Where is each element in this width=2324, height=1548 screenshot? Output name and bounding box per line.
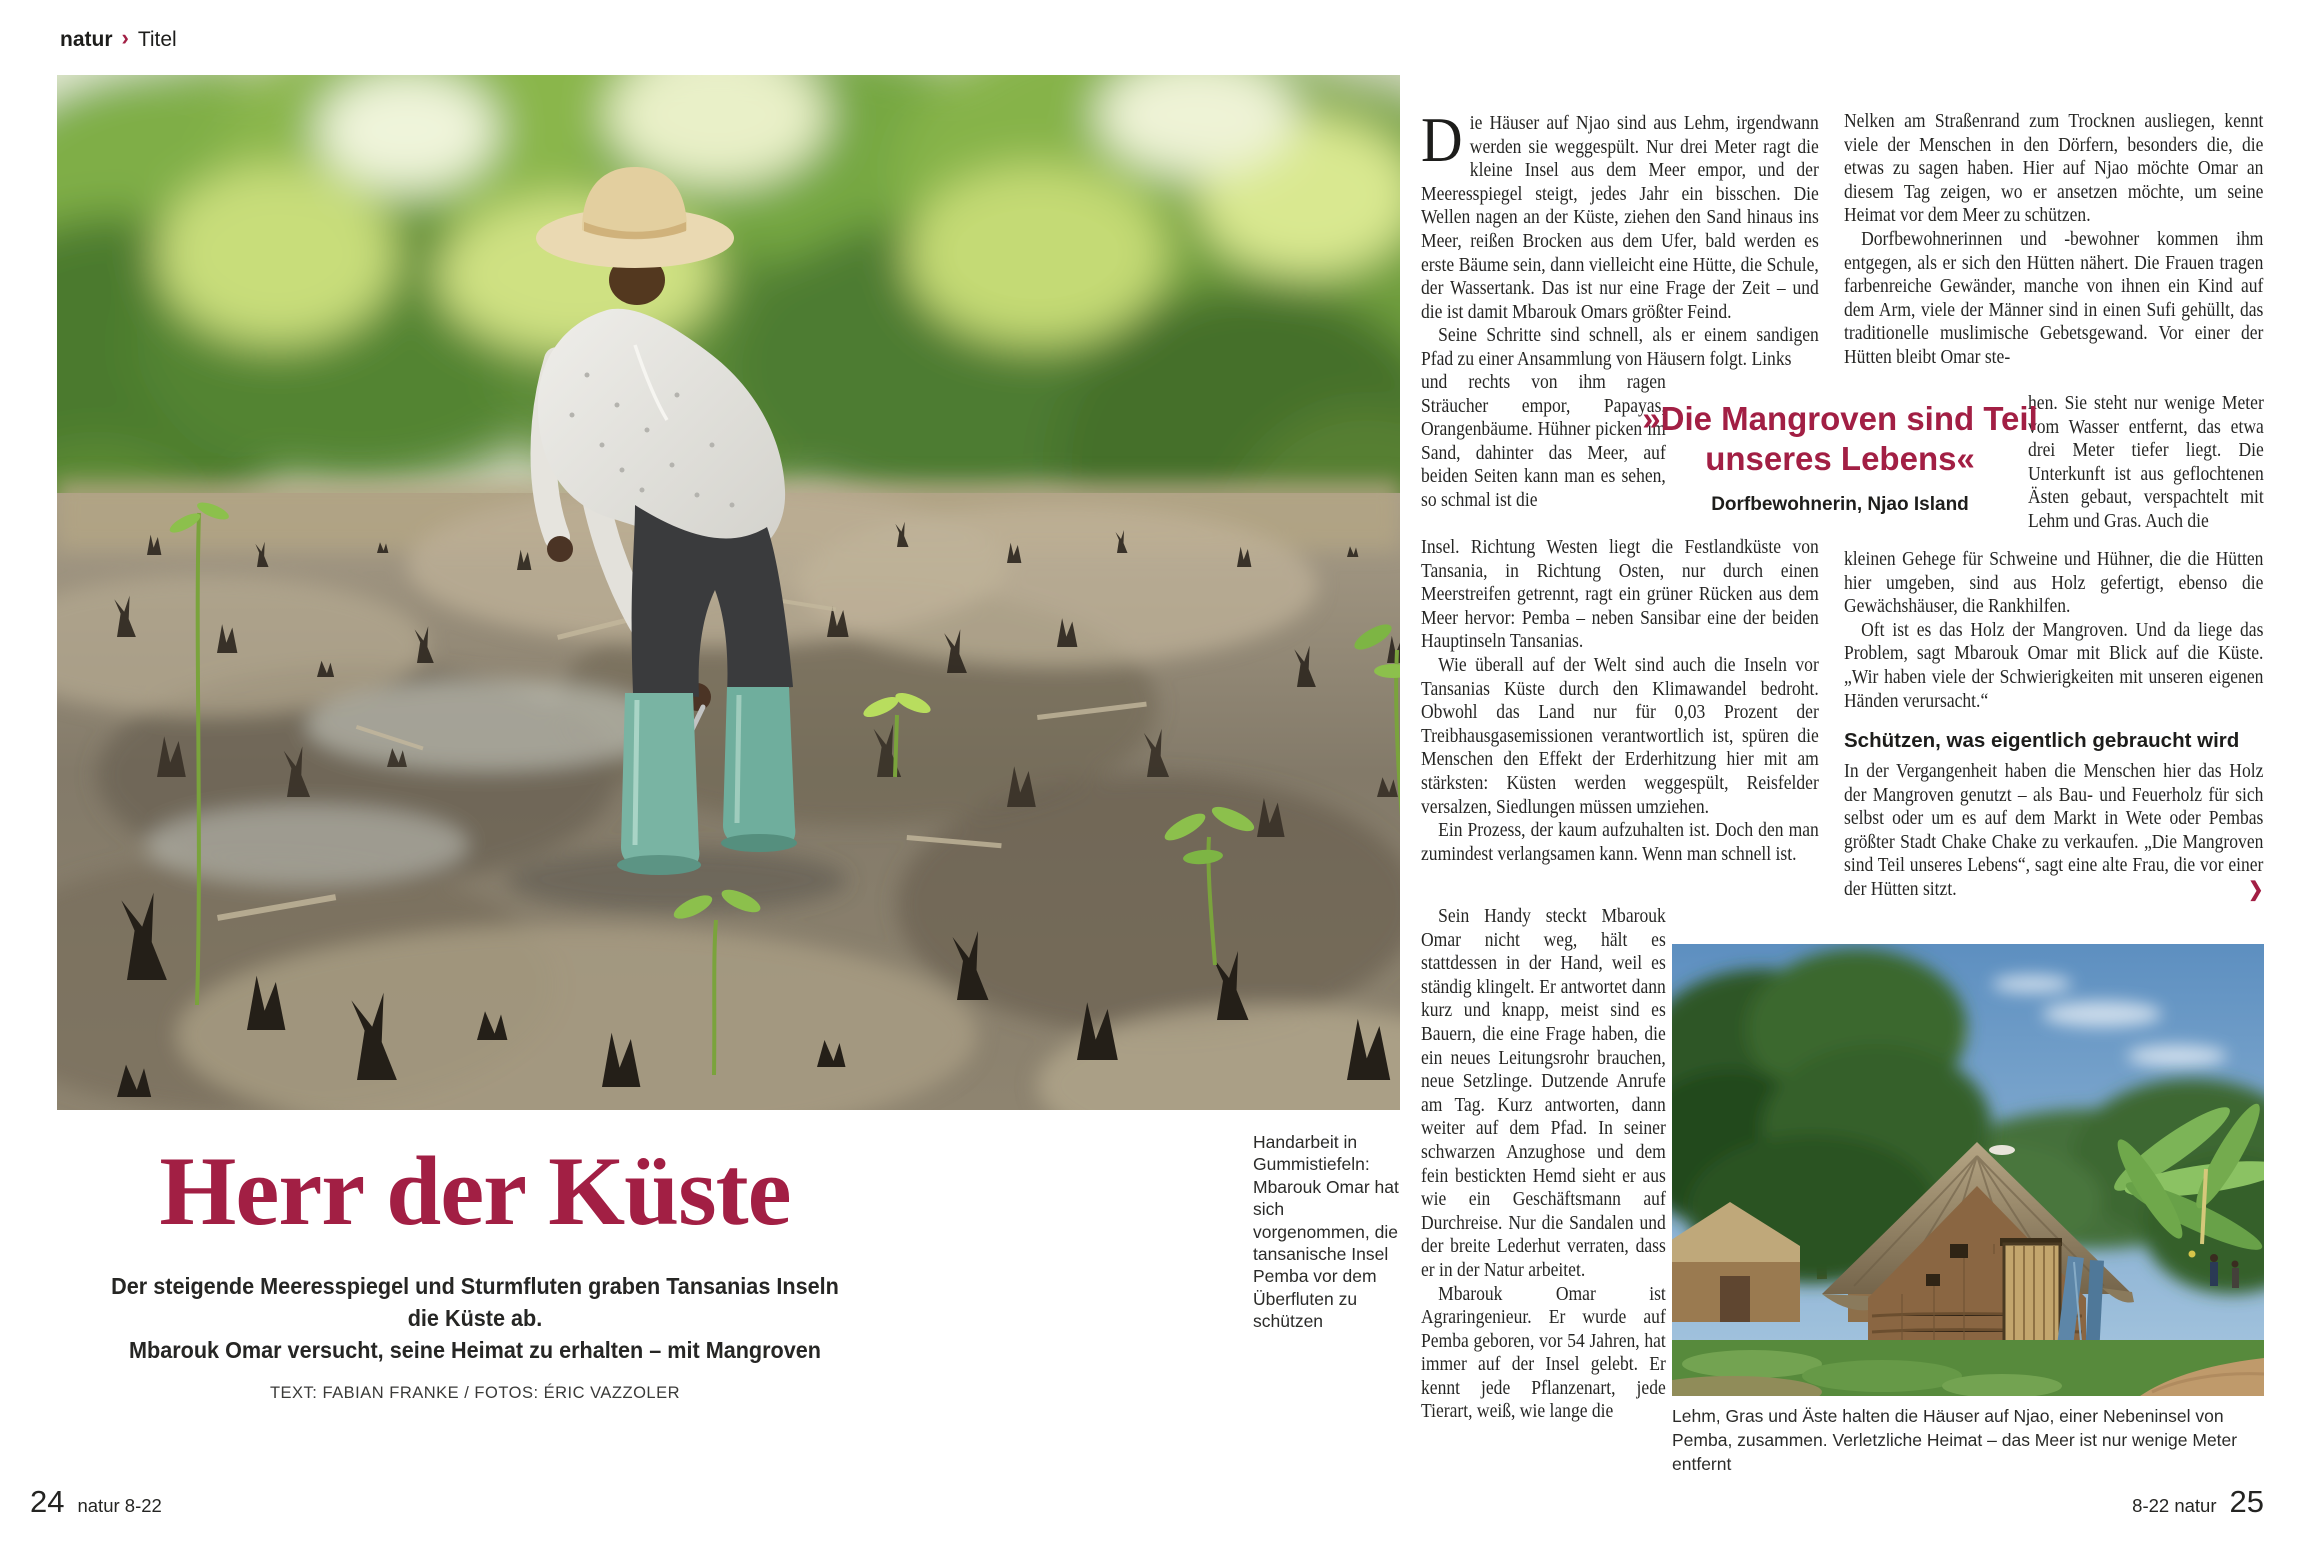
- paragraph: Die Häuser auf Njao sind aus Lehm, irgendwann werden sie weggespült. Nur drei Meter ragt die kleine Insel aus dem Meer empor, und der Meeresspiegel steigt, jedes Jahr ein bisschen. Die Wellen nagen an der Küste, ziehen den Sand hinaus ins Meer, reißen Brocken aus dem Ufer, bald werden es erste Bäume sein, dann vielleicht eine Hütte, die Schule, der Wassertank. Das ist nur eine Frage der Zeit – und die ist damit Mbarouk Omars größter Feind.: [1421, 104, 1819, 323]
- main-photo-caption: Handarbeit in Gummistiefeln: Mbarouk Omar hat sich vorgenommen, die tansanische Insel Pemba vor dem Überfluten zu schützen: [1253, 1132, 1399, 1332]
- paragraph: Dorfbewohnerinnen und -bewohner kommen ihm entgegen, als er sich den Hütten nähert. Die Frauen tragen farbenreiche Gewänder, manche von ihnen ein Kind auf dem Arm, viele der Männer sind in einen Sufi gehüllt, das traditionelle muslimische Gebetsgewand. Vor einer der Hütten bleibt Omar ste-: [1844, 228, 2264, 368]
- breadcrumb-section: Titel: [137, 28, 177, 51]
- byline: TEXT: FABIAN FRANKE / FOTOS: ÉRIC VAZZOLER: [269, 1384, 681, 1402]
- issue-label-left: natur 8-22: [77, 1495, 162, 1516]
- continuation-arrow-icon: ❯: [2248, 878, 2264, 901]
- article-col2-seg3: [1844, 548, 2263, 713]
- article-col2-seg1: [1844, 110, 2263, 370]
- paragraph: Insel. Richtung Westen liegt die Festlandküste von Tansania, in Richtung Osten, nur durch einen Meerstreifen getrennt, ragt ein grüner Rücken aus dem Meer hervor: Pemba – neben Sansibar eine der beiden Hauptinseln Tansanias.: [1421, 537, 1819, 653]
- magazine-logo: natur: [60, 28, 113, 51]
- pull-quote: [1600, 399, 2080, 516]
- subtitle: [102, 1270, 847, 1366]
- paragraph: kleinen Gehege für Schweine und Hühner, die die Hütten hier umgeben, sind aus Holz gefertigt, ebenso die Gewächshäuser, die Rankhilfen.: [1844, 549, 2264, 618]
- hut-photo: [1672, 944, 2264, 1396]
- hut-photo-illustration: [1672, 944, 2264, 1396]
- paragraph: In der Vergangenheit haben die Menschen hier das Holz der Mangroven genutzt – als Bau- und Feuerholz für sich selbst oder um es auf dem Markt in Wete oder Pembas größter Stadt Chake Chake zu verkaufen. „Die Mangroven sind Teil unseres Lebens“, sagt eine alte Frau, die vor einer der Hütten sitzt. ❯: [1844, 761, 2264, 901]
- paragraph: Seine Schritte sind schnell, als er einem sandigen Pfad zu einer Ansammlung von Häusern folgt. Links: [1421, 325, 1819, 370]
- subtitle-line-2: Mbarouk Omar versucht, seine Heimat zu erhalten – mit Mangroven: [128, 1337, 822, 1363]
- main-photo-illustration: [57, 75, 1400, 1110]
- footer-left: [30, 1484, 162, 1520]
- pull-quote-text: »Die Mangroven sind Teil unseres Lebens«: [1642, 400, 2038, 477]
- headline-block: [70, 1136, 880, 1403]
- article-col2-seg5: [1844, 760, 2263, 902]
- article-col1-seg3: [1421, 536, 1819, 866]
- paragraph: Oft ist es das Holz der Mangroven. Und da liege das Problem, sagt Mbarouk Omar mit Blick auf die Küste. „Wir haben viele der Schwierigkeiten mit unseren eigenen Händen verursacht.“: [1844, 619, 2264, 712]
- subtitle-line-1: Der steigende Meeresspiegel und Sturmfluten graben Tansanias Inseln die Küste ab.: [111, 1273, 839, 1331]
- paragraph: hen. Sie steht nur wenige Meter vom Wasser entfernt, das etwa drei Meter tiefer liegt. Die Unterkunft ist aus geflochtenen Ästen gebaut, verspachtelt mit Lehm und Gras. Auch die: [2028, 393, 2264, 532]
- page-title: Herr der Küste: [159, 1137, 791, 1246]
- drop-cap: D: [1421, 104, 1463, 175]
- chevron-right-icon: ›: [121, 25, 129, 50]
- section-subhead: Schützen, was eigentlich gebraucht wird: [1844, 729, 2240, 752]
- footer-right: [2132, 1484, 2264, 1520]
- issue-label-right: 8-22 natur: [2132, 1495, 2217, 1516]
- pull-quote-attribution: Dorfbewohnerin, Njao Island: [1711, 494, 1969, 515]
- hut-photo-caption: Lehm, Gras und Äste halten die Häuser auf Njao, einer Nebeninsel von Pemba, zusammen. Verletzliche Heimat – das Meer ist nur wenige Meter entfernt: [1672, 1406, 2238, 1474]
- breadcrumb: [60, 26, 177, 52]
- paragraph: Ein Prozess, der kaum aufzuhalten ist. Doch den man zumindest verlangsamen kann. Wenn man schnell ist.: [1421, 820, 1819, 865]
- page-number-left: 24: [30, 1484, 65, 1519]
- main-photo: [57, 75, 1400, 1110]
- page-number-right: 25: [2229, 1484, 2264, 1519]
- paragraph: und rechts von ihm ragen Sträucher empor, Papayas, Orangenbäume. Hühner picken im Sand, dahinter das Meer, auf beiden Seiten kann man es sehen, so schmal ist die: [1421, 372, 1666, 511]
- article-col1-seg4: [1421, 905, 1666, 1424]
- paragraph: Nelken am Straßenrand zum Trocknen ausliegen, kennt viele der Menschen in den Dörfern, besonders die, die etwas zu sagen haben. Hier auf Njao möchte Omar an diesem Tag zeigen, wo er ansetzen möchte, um seine Heimat vor dem Meer zu schützen.: [1844, 111, 2264, 227]
- paragraph: Wie überall auf der Welt sind auch die Inseln vor Tansanias Küste durch den Klimawandel bedroht. Obwohl das Land nur für 0,03 Prozent der Treibhausgasemissionen verantwortlich ist, spüren die Menschen den Effekt der Erderhitzung hier mit am stärksten: Küsten werden weggespült, Reisfelder versalzen, Siedlungen müssen umziehen.: [1421, 654, 1819, 818]
- paragraph: Mbarouk Omar ist Agraringenieur. Er wurde auf Pemba geboren, vor 54 Jahren, hat immer auf der Insel gelebt. Er kennt jede Pflanzenart, jede Tierart, weiß, wie lange die: [1421, 1283, 1666, 1423]
- article-col1-seg1: [1421, 104, 1819, 372]
- paragraph: Sein Handy steckt Mbarouk Omar nicht weg, hält es stattdessen in der Hand, weil es ständig klingelt. Er antwortet dann kurz und knapp, meist sind es Bauern, die eine Frage haben, die ein neues Leitungsrohr brauchen, neue Setzlinge. Dutzende Anrufe am Tag. Kurz antworten, dann weiter auf dem Pfad. In seiner schwarzen Anzughose und dem fein bestickten Hemd sieht er aus wie ein Geschäftsmann auf Durchreise. Nur die Sandalen und der breite Lederhut verraten, dass er in der Natur arbeitet.: [1421, 906, 1666, 1281]
